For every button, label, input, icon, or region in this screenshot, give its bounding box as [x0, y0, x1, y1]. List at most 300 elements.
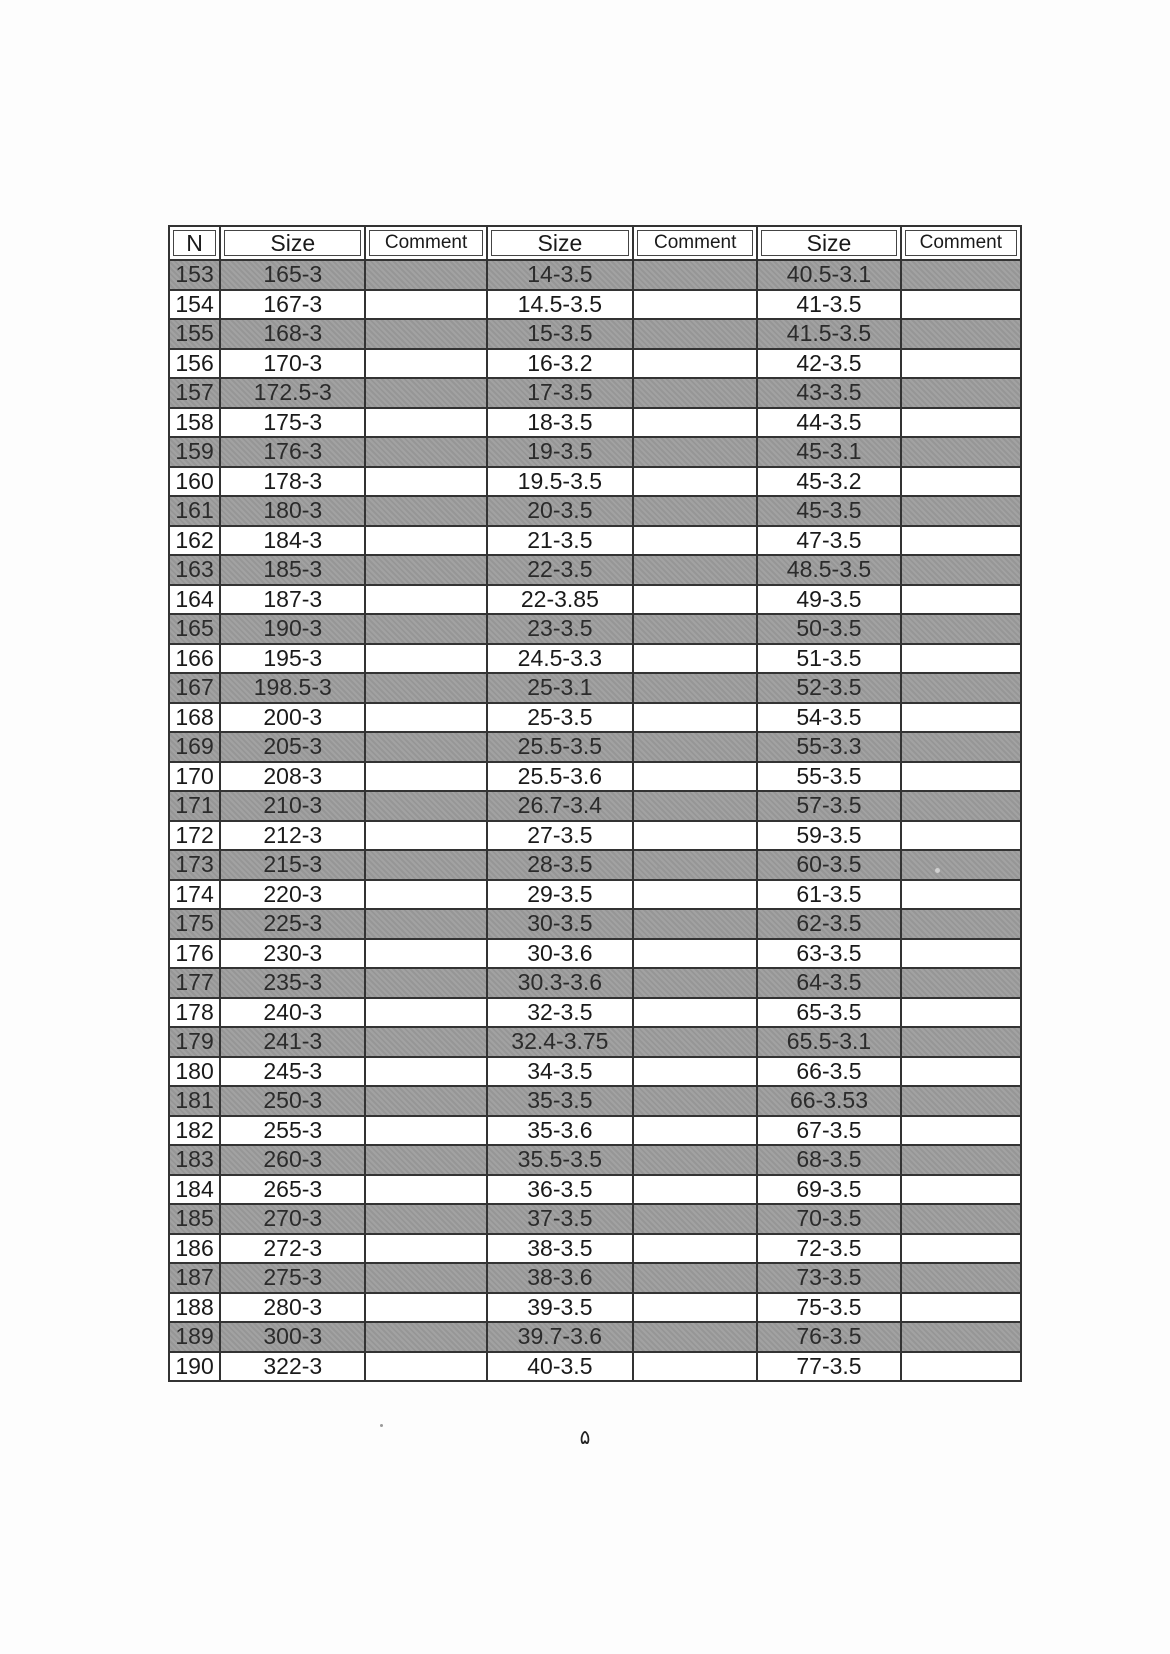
cell-size-2: 35-3.6: [488, 1117, 634, 1147]
cell-comment-1: [366, 468, 487, 498]
table-row: [170, 320, 1022, 350]
table-row: [170, 1146, 1022, 1176]
table-row: [170, 792, 1022, 822]
cell-size-3: 67-3.5: [758, 1117, 901, 1147]
cell-comment-1: [366, 1117, 487, 1147]
cell-comment-1: [366, 822, 487, 852]
cell-comment-3: [902, 763, 1022, 793]
table-row: [170, 497, 1022, 527]
cell-comment-1: [366, 1205, 487, 1235]
cell-size-1: 180-3: [221, 497, 366, 527]
cell-comment-2: [634, 822, 758, 852]
cell-comment-2: [634, 851, 758, 881]
cell-size-3: 73-3.5: [758, 1264, 901, 1294]
table-row: [170, 1028, 1022, 1058]
cell-comment-2: [634, 615, 758, 645]
cell-comment-2: [634, 763, 758, 793]
cell-size-1: 195-3: [221, 645, 366, 675]
cell-size-1: 172.5-3: [221, 379, 366, 409]
cell-n: 165: [170, 615, 221, 645]
cell-comment-2: [634, 733, 758, 763]
table-row: [170, 763, 1022, 793]
cell-size-1: 280-3: [221, 1294, 366, 1324]
cell-comment-1: [366, 379, 487, 409]
cell-size-2: 14.5-3.5: [488, 291, 634, 321]
cell-size-3: 48.5-3.5: [758, 556, 901, 586]
table-row: [170, 822, 1022, 852]
cell-comment-3: [902, 261, 1022, 291]
cell-n: 177: [170, 969, 221, 999]
cell-n: 172: [170, 822, 221, 852]
cell-n: 189: [170, 1323, 221, 1353]
cell-size-1: 272-3: [221, 1235, 366, 1265]
cell-comment-1: [366, 1235, 487, 1265]
cell-size-2: 18-3.5: [488, 409, 634, 439]
cell-size-2: 19-3.5: [488, 438, 634, 468]
cell-size-2: 32-3.5: [488, 999, 634, 1029]
table-header: [170, 227, 1022, 261]
cell-comment-1: [366, 1087, 487, 1117]
cell-size-1: 275-3: [221, 1264, 366, 1294]
cell-comment-1: [366, 615, 487, 645]
cell-size-1: 208-3: [221, 763, 366, 793]
cell-comment-2: [634, 1058, 758, 1088]
table-row: [170, 1117, 1022, 1147]
cell-size-3: 63-3.5: [758, 940, 901, 970]
cell-comment-2: [634, 468, 758, 498]
cell-comment-2: [634, 1146, 758, 1176]
cell-comment-3: [902, 1264, 1022, 1294]
cell-comment-1: [366, 320, 487, 350]
table-row: [170, 261, 1022, 291]
cell-comment-3: [902, 1323, 1022, 1353]
table-row: [170, 1264, 1022, 1294]
table-row: [170, 379, 1022, 409]
cell-size-2: 37-3.5: [488, 1205, 634, 1235]
cell-size-1: 185-3: [221, 556, 366, 586]
cell-n: 155: [170, 320, 221, 350]
table-row: [170, 851, 1022, 881]
table-row: [170, 940, 1022, 970]
cell-size-2: 17-3.5: [488, 379, 634, 409]
cell-size-3: 60-3.5: [758, 851, 901, 881]
cell-comment-3: [902, 291, 1022, 321]
cell-size-3: 45-3.1: [758, 438, 901, 468]
cell-n: 164: [170, 586, 221, 616]
cell-size-1: 176-3: [221, 438, 366, 468]
cell-n: 188: [170, 1294, 221, 1324]
cell-comment-3: [902, 1028, 1022, 1058]
cell-comment-1: [366, 556, 487, 586]
cell-comment-3: [902, 733, 1022, 763]
table-row: [170, 1235, 1022, 1265]
cell-comment-2: [634, 586, 758, 616]
cell-size-1: 225-3: [221, 910, 366, 940]
cell-size-1: 168-3: [221, 320, 366, 350]
cell-size-2: 28-3.5: [488, 851, 634, 881]
header-comment-2: Comment: [634, 227, 758, 261]
cell-comment-1: [366, 1028, 487, 1058]
cell-comment-1: [366, 940, 487, 970]
scan-speck: [380, 1424, 383, 1427]
cell-comment-1: [366, 409, 487, 439]
cell-comment-1: [366, 261, 487, 291]
cell-n: 185: [170, 1205, 221, 1235]
cell-n: 176: [170, 940, 221, 970]
table-row: [170, 1205, 1022, 1235]
cell-size-1: 240-3: [221, 999, 366, 1029]
table-row: [170, 586, 1022, 616]
cell-comment-3: [902, 822, 1022, 852]
table-row: [170, 733, 1022, 763]
table-row: [170, 291, 1022, 321]
cell-comment-2: [634, 674, 758, 704]
cell-comment-1: [366, 881, 487, 911]
cell-n: 173: [170, 851, 221, 881]
cell-comment-3: [902, 556, 1022, 586]
cell-size-3: 42-3.5: [758, 350, 901, 380]
cell-n: 161: [170, 497, 221, 527]
table-row: [170, 556, 1022, 586]
cell-size-1: 270-3: [221, 1205, 366, 1235]
cell-size-3: 59-3.5: [758, 822, 901, 852]
table-row: [170, 615, 1022, 645]
cell-comment-2: [634, 704, 758, 734]
cell-n: 168: [170, 704, 221, 734]
cell-comment-1: [366, 792, 487, 822]
size-table-container: [168, 225, 1022, 1382]
cell-size-2: 39.7-3.6: [488, 1323, 634, 1353]
cell-size-1: 235-3: [221, 969, 366, 999]
table-row: [170, 527, 1022, 557]
cell-comment-3: [902, 409, 1022, 439]
cell-size-1: 212-3: [221, 822, 366, 852]
cell-comment-3: [902, 1087, 1022, 1117]
scan-speck: [935, 868, 940, 873]
cell-comment-3: [902, 1058, 1022, 1088]
cell-comment-3: [902, 615, 1022, 645]
cell-n: 153: [170, 261, 221, 291]
cell-size-3: 41.5-3.5: [758, 320, 901, 350]
cell-size-3: 77-3.5: [758, 1353, 901, 1383]
cell-size-2: 35.5-3.5: [488, 1146, 634, 1176]
cell-size-1: 167-3: [221, 291, 366, 321]
cell-size-3: 57-3.5: [758, 792, 901, 822]
cell-n: 182: [170, 1117, 221, 1147]
cell-n: 171: [170, 792, 221, 822]
cell-size-1: 255-3: [221, 1117, 366, 1147]
cell-comment-1: [366, 497, 487, 527]
cell-comment-3: [902, 969, 1022, 999]
cell-size-2: 25.5-3.5: [488, 733, 634, 763]
cell-comment-3: [902, 851, 1022, 881]
cell-size-2: 22-3.5: [488, 556, 634, 586]
cell-comment-1: [366, 350, 487, 380]
cell-comment-2: [634, 1264, 758, 1294]
cell-comment-1: [366, 645, 487, 675]
cell-comment-3: [902, 1294, 1022, 1324]
cell-comment-3: [902, 379, 1022, 409]
cell-comment-1: [366, 969, 487, 999]
cell-comment-2: [634, 999, 758, 1029]
cell-comment-2: [634, 438, 758, 468]
cell-size-3: 61-3.5: [758, 881, 901, 911]
header-comment-3: Comment: [902, 227, 1022, 261]
cell-comment-2: [634, 645, 758, 675]
cell-n: 159: [170, 438, 221, 468]
cell-size-3: 44-3.5: [758, 409, 901, 439]
cell-n: 186: [170, 1235, 221, 1265]
cell-comment-3: [902, 940, 1022, 970]
cell-size-3: 64-3.5: [758, 969, 901, 999]
cell-size-3: 65-3.5: [758, 999, 901, 1029]
cell-comment-3: [902, 999, 1022, 1029]
cell-n: 184: [170, 1176, 221, 1206]
cell-n: 160: [170, 468, 221, 498]
cell-n: 178: [170, 999, 221, 1029]
cell-size-2: 30-3.6: [488, 940, 634, 970]
cell-size-2: 19.5-3.5: [488, 468, 634, 498]
cell-size-1: 260-3: [221, 1146, 366, 1176]
cell-size-3: 66-3.53: [758, 1087, 901, 1117]
cell-n: 174: [170, 881, 221, 911]
cell-size-1: 165-3: [221, 261, 366, 291]
cell-size-3: 66-3.5: [758, 1058, 901, 1088]
cell-comment-1: [366, 1176, 487, 1206]
cell-comment-3: [902, 320, 1022, 350]
cell-size-2: 24.5-3.3: [488, 645, 634, 675]
table-row: [170, 1058, 1022, 1088]
cell-comment-2: [634, 881, 758, 911]
cell-size-2: 25-3.5: [488, 704, 634, 734]
cell-comment-2: [634, 1323, 758, 1353]
cell-size-3: 45-3.5: [758, 497, 901, 527]
cell-comment-2: [634, 969, 758, 999]
cell-comment-3: [902, 704, 1022, 734]
cell-n: 162: [170, 527, 221, 557]
table-row: [170, 999, 1022, 1029]
cell-comment-1: [366, 527, 487, 557]
cell-comment-1: [366, 438, 487, 468]
cell-comment-2: [634, 556, 758, 586]
cell-n: 158: [170, 409, 221, 439]
cell-size-1: 200-3: [221, 704, 366, 734]
cell-comment-2: [634, 1117, 758, 1147]
cell-size-2: 29-3.5: [488, 881, 634, 911]
cell-n: 154: [170, 291, 221, 321]
cell-size-1: 265-3: [221, 1176, 366, 1206]
cell-comment-3: [902, 586, 1022, 616]
cell-n: 180: [170, 1058, 221, 1088]
cell-size-2: 20-3.5: [488, 497, 634, 527]
cell-comment-1: [366, 1353, 487, 1383]
cell-size-3: 50-3.5: [758, 615, 901, 645]
cell-comment-2: [634, 1176, 758, 1206]
cell-comment-3: [902, 910, 1022, 940]
cell-size-3: 72-3.5: [758, 1235, 901, 1265]
cell-comment-1: [366, 1294, 487, 1324]
cell-comment-1: [366, 1058, 487, 1088]
cell-comment-3: [902, 527, 1022, 557]
cell-n: 179: [170, 1028, 221, 1058]
cell-size-3: 62-3.5: [758, 910, 901, 940]
header-n: N: [170, 227, 221, 261]
cell-size-2: 22-3.85: [488, 586, 634, 616]
cell-size-3: 52-3.5: [758, 674, 901, 704]
cell-n: 170: [170, 763, 221, 793]
cell-size-1: 245-3: [221, 1058, 366, 1088]
cell-size-2: 26.7-3.4: [488, 792, 634, 822]
cell-size-3: 75-3.5: [758, 1294, 901, 1324]
cell-size-2: 34-3.5: [488, 1058, 634, 1088]
cell-size-1: 241-3: [221, 1028, 366, 1058]
cell-comment-2: [634, 409, 758, 439]
cell-n: 187: [170, 1264, 221, 1294]
header-row: [170, 227, 1022, 261]
cell-size-1: 187-3: [221, 586, 366, 616]
cell-size-3: 40.5-3.1: [758, 261, 901, 291]
table-row: [170, 1176, 1022, 1206]
cell-n: 166: [170, 645, 221, 675]
cell-comment-1: [366, 291, 487, 321]
cell-size-2: 21-3.5: [488, 527, 634, 557]
cell-size-2: 38-3.6: [488, 1264, 634, 1294]
cell-size-2: 23-3.5: [488, 615, 634, 645]
table-row: [170, 1323, 1022, 1353]
cell-size-3: 49-3.5: [758, 586, 901, 616]
cell-size-3: 76-3.5: [758, 1323, 901, 1353]
table-row: [170, 1294, 1022, 1324]
cell-comment-2: [634, 497, 758, 527]
cell-comment-1: [366, 704, 487, 734]
table-row: [170, 438, 1022, 468]
cell-size-1: 322-3: [221, 1353, 366, 1383]
cell-comment-1: [366, 1264, 487, 1294]
cell-n: 157: [170, 379, 221, 409]
table-row: [170, 910, 1022, 940]
header-size-2: Size: [488, 227, 634, 261]
cell-size-3: 68-3.5: [758, 1146, 901, 1176]
cell-size-2: 36-3.5: [488, 1176, 634, 1206]
cell-comment-3: [902, 674, 1022, 704]
cell-n: 175: [170, 910, 221, 940]
cell-size-3: 54-3.5: [758, 704, 901, 734]
cell-comment-1: [366, 851, 487, 881]
cell-comment-3: [902, 468, 1022, 498]
page-number: ۵: [579, 1425, 591, 1449]
header-size-1: Size: [221, 227, 366, 261]
cell-size-1: 190-3: [221, 615, 366, 645]
table-row: [170, 645, 1022, 675]
cell-size-3: 45-3.2: [758, 468, 901, 498]
cell-size-3: 70-3.5: [758, 1205, 901, 1235]
cell-size-2: 30-3.5: [488, 910, 634, 940]
cell-comment-1: [366, 733, 487, 763]
table-row: [170, 704, 1022, 734]
scan-speck: [657, 866, 660, 869]
cell-n: 190: [170, 1353, 221, 1383]
cell-size-2: 16-3.2: [488, 350, 634, 380]
cell-comment-2: [634, 291, 758, 321]
cell-comment-1: [366, 999, 487, 1029]
cell-comment-3: [902, 1146, 1022, 1176]
cell-comment-2: [634, 1087, 758, 1117]
cell-size-3: 69-3.5: [758, 1176, 901, 1206]
cell-size-2: 14-3.5: [488, 261, 634, 291]
cell-size-2: 15-3.5: [488, 320, 634, 350]
table-body: [170, 261, 1022, 1382]
cell-size-1: 198.5-3: [221, 674, 366, 704]
cell-size-2: 35-3.5: [488, 1087, 634, 1117]
cell-n: 181: [170, 1087, 221, 1117]
cell-comment-1: [366, 1323, 487, 1353]
cell-comment-2: [634, 320, 758, 350]
table-row: [170, 1353, 1022, 1383]
cell-size-2: 25.5-3.6: [488, 763, 634, 793]
cell-comment-3: [902, 792, 1022, 822]
cell-size-3: 51-3.5: [758, 645, 901, 675]
cell-size-2: 40-3.5: [488, 1353, 634, 1383]
cell-comment-3: [902, 881, 1022, 911]
cell-comment-3: [902, 438, 1022, 468]
cell-size-3: 43-3.5: [758, 379, 901, 409]
cell-comment-1: [366, 910, 487, 940]
cell-comment-1: [366, 763, 487, 793]
cell-size-1: 170-3: [221, 350, 366, 380]
cell-comment-2: [634, 350, 758, 380]
cell-comment-3: [902, 1205, 1022, 1235]
cell-comment-2: [634, 1028, 758, 1058]
cell-size-2: 38-3.5: [488, 1235, 634, 1265]
cell-comment-3: [902, 350, 1022, 380]
cell-size-2: 30.3-3.6: [488, 969, 634, 999]
cell-comment-2: [634, 1353, 758, 1383]
cell-n: 169: [170, 733, 221, 763]
table-row: [170, 674, 1022, 704]
size-table: [168, 225, 1022, 1382]
cell-comment-3: [902, 1235, 1022, 1265]
cell-comment-3: [902, 497, 1022, 527]
header-size-3: Size: [758, 227, 901, 261]
cell-comment-2: [634, 910, 758, 940]
cell-comment-3: [902, 1353, 1022, 1383]
cell-size-3: 65.5-3.1: [758, 1028, 901, 1058]
cell-comment-3: [902, 1176, 1022, 1206]
cell-comment-3: [902, 1117, 1022, 1147]
cell-size-1: 220-3: [221, 881, 366, 911]
cell-size-3: 41-3.5: [758, 291, 901, 321]
table-row: [170, 881, 1022, 911]
cell-size-1: 178-3: [221, 468, 366, 498]
cell-comment-1: [366, 1146, 487, 1176]
cell-size-1: 250-3: [221, 1087, 366, 1117]
cell-size-2: 25-3.1: [488, 674, 634, 704]
cell-n: 163: [170, 556, 221, 586]
cell-comment-2: [634, 1235, 758, 1265]
cell-comment-2: [634, 1294, 758, 1324]
header-comment-1: Comment: [366, 227, 487, 261]
cell-comment-2: [634, 527, 758, 557]
cell-size-3: 55-3.5: [758, 763, 901, 793]
table-row: [170, 1087, 1022, 1117]
cell-comment-2: [634, 261, 758, 291]
cell-comment-2: [634, 940, 758, 970]
table-row: [170, 468, 1022, 498]
cell-n: 183: [170, 1146, 221, 1176]
cell-size-1: 210-3: [221, 792, 366, 822]
cell-size-1: 300-3: [221, 1323, 366, 1353]
cell-size-2: 39-3.5: [488, 1294, 634, 1324]
